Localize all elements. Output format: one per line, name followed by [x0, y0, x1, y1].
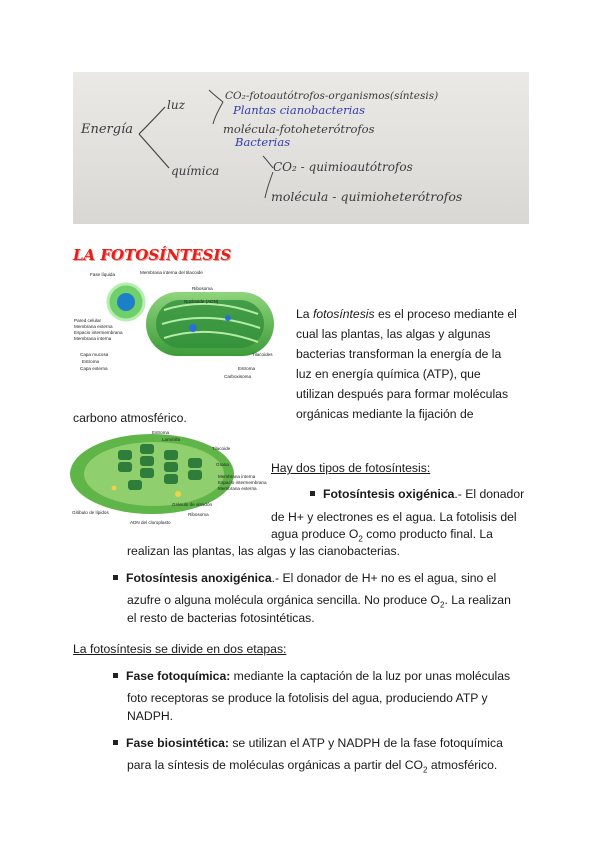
oxy-l4: realizan las plantas, las algas y las cianobacterias. — [127, 544, 401, 558]
chloroplast-diagram — [68, 428, 268, 528]
anoxy-l2b: . La realizan — [444, 593, 511, 607]
d1-left1: Pared celular — [74, 318, 102, 323]
d1-top-right: Ribosoma — [192, 286, 213, 291]
anoxy-l3: el resto de bacterias fotosintéticas. — [127, 611, 315, 625]
d1-left2: Membrana externa — [74, 324, 113, 329]
p1-line7: carbono atmosférico. — [73, 411, 187, 425]
d2-l10: ADN del cloroplasto — [130, 520, 171, 525]
d2-l1: Estroma — [152, 430, 170, 435]
d1-left5: Capa mucosa — [80, 352, 109, 357]
photo-l2: foto receptoras se produce la fotolisis del agua, produciendo ATP y — [127, 691, 488, 705]
anoxy-line1 — [113, 568, 496, 588]
note-line2-blue: Bacterias — [235, 135, 291, 149]
note-line2: molécula-fotoheterótrofos — [223, 122, 375, 136]
bio-line1 — [113, 733, 503, 753]
d1-right1: Tilacoides — [252, 352, 273, 357]
p1-line6: orgánicas mediante la fijación de — [296, 407, 474, 421]
bio-l2 — [127, 755, 497, 780]
d1-right2: Estroma — [238, 366, 256, 371]
stages-heading: La fotosíntesis se divide en dos etapas: — [73, 642, 287, 656]
bacterium-diagram — [74, 266, 288, 386]
bullet-icon — [113, 740, 118, 745]
note-line1: CO₂-fotoautótrofos-organismos(síntesis) — [225, 90, 439, 102]
p1-line3: bacterias transforman la energía de la — [296, 347, 502, 361]
d1-left6: Estroma — [82, 359, 100, 364]
bio-l2b: atmosférico. — [427, 758, 498, 772]
p1-prefix: La — [296, 307, 313, 321]
anoxy-l1: .- El donador de H+ no es el agua, sino el — [271, 571, 497, 585]
p1-line1: es el proceso mediante el — [374, 307, 517, 321]
d1-left3: Espacio intermembrana — [74, 330, 123, 335]
d1-top-left: Fase líquida — [90, 272, 116, 277]
p1-line4: luz en energía química (ATP), que — [296, 367, 481, 381]
oxy-l3sub: 2 — [358, 534, 363, 544]
anoxy-label: Fotosíntesis anoxigénica — [126, 571, 272, 585]
handwritten-notes-image — [73, 72, 529, 224]
d1-bottom: Carboxisoma — [224, 374, 252, 379]
note-line4: molécula - quimioheterótrofos — [271, 189, 463, 204]
d1-left7: Capa externa — [80, 366, 108, 371]
oxy-l3b: como producto final. La — [362, 527, 493, 541]
oxy-line1 — [310, 484, 524, 504]
d1-left4: Membrana interna — [74, 336, 112, 341]
photo-l1: mediante la captación de la luz por unas moléculas — [230, 669, 511, 683]
bullet-icon — [113, 673, 118, 678]
note-energia: Energía — [81, 122, 133, 137]
p1-line2: cual las plantas, las algas y algunas — [296, 327, 491, 341]
d2-l11: Glóbulo de lípidos — [72, 510, 109, 515]
p1-italic-term: fotosíntesis — [312, 307, 375, 321]
page-title: LA FOTOSÍNTESIS — [73, 246, 232, 264]
anoxy-l2sub: 2 — [440, 600, 445, 610]
bio-l2sub: 2 — [423, 765, 428, 775]
d2-l7: Membrana externa — [218, 486, 257, 491]
d2-l8: Gránulo de almidón — [172, 502, 213, 507]
d2-l3: Tilacoide — [212, 446, 231, 451]
d1-mid: Nucleoide (ADN) — [184, 299, 219, 304]
bio-l1: se utilizan el ATP y NADPH de la fase fotoquímica — [228, 736, 503, 750]
d2-l5: Membrana interna — [218, 474, 256, 479]
intro-paragraph — [296, 304, 536, 424]
photo-line1 — [113, 666, 510, 686]
anoxy-l2a: azufre o alguna molécula orgánica sencilla. No produce O — [127, 593, 440, 607]
oxy-l1: .- El donador — [454, 487, 525, 501]
p1-line5: utilizan después para formar moléculas — [296, 387, 509, 401]
note-line3: CO₂ - quimioautótrofos — [273, 160, 413, 174]
d2-l9: Ribosoma — [188, 512, 209, 517]
d2-l2: Laminilla — [162, 437, 181, 442]
oxy-label: Fotosíntesis oxigénica — [323, 487, 455, 501]
photo-label: Fase fotoquímica: — [126, 669, 231, 683]
note-line1-blue: Plantas cianobacterias — [233, 103, 366, 117]
photo-l3: NADPH. — [127, 709, 174, 723]
bullet-icon — [310, 491, 315, 496]
note-quimica: química — [171, 164, 220, 178]
types-heading: Hay dos tipos de fotosíntesis: — [271, 461, 431, 475]
d1-top-mid: Membrana interna del tilacoide — [140, 270, 203, 275]
d2-l6: Espacio intermembrana — [218, 480, 267, 485]
oxy-l3a: agua produce O — [271, 527, 359, 541]
oxy-l2: de H+ y electrones es el agua. La fotolisis del — [271, 510, 517, 524]
bullet-icon — [113, 575, 118, 580]
bio-label: Fase biosintética: — [126, 736, 229, 750]
d2-l4: Grana — [216, 462, 229, 467]
note-luz: luz — [167, 98, 185, 112]
bio-l2a: para la síntesis de moléculas orgánicas a partir del CO — [127, 758, 424, 772]
